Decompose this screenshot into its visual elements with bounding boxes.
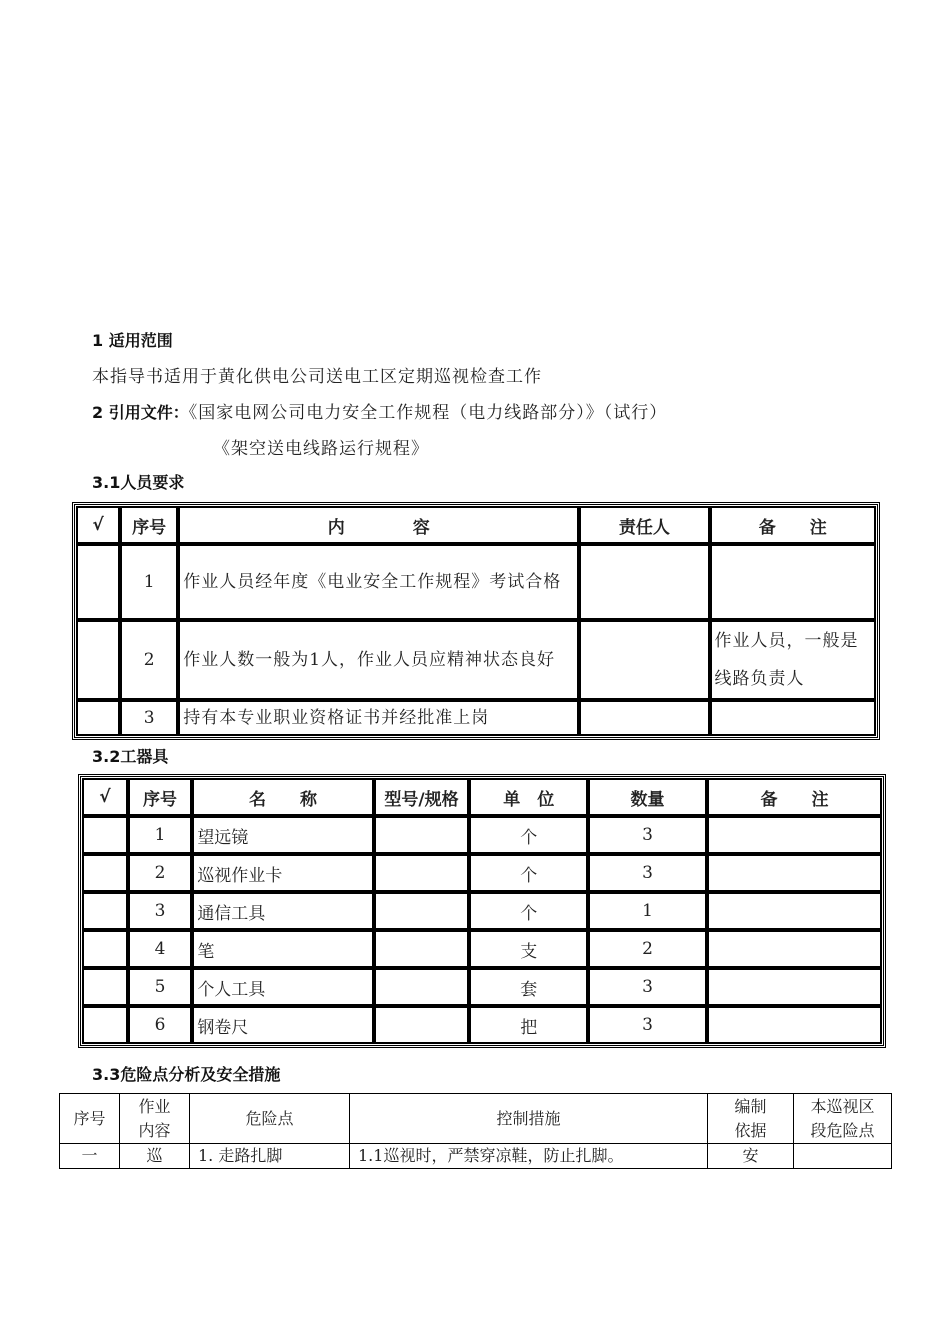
name-cell: 通信工具: [193, 893, 372, 929]
table-row: [77, 545, 875, 619]
name-cell: 个人工具: [193, 969, 372, 1005]
spec-cell: [375, 855, 469, 891]
tools-table: [78, 774, 886, 1048]
hazard-column-header: 危险点: [190, 1094, 350, 1144]
note-cell: [711, 545, 875, 619]
reference-doc-2: 《架空送电线路运行规程》: [213, 439, 429, 459]
section-3-1-title: 3.1人员要求: [92, 473, 185, 492]
no-column-header: 序号: [60, 1094, 120, 1144]
name-cell: 巡视作业卡: [193, 855, 372, 891]
section-3-3-title: 3.3危险点分析及安全措施: [92, 1065, 281, 1084]
name-cell: 笔: [193, 931, 372, 967]
qty-cell: 2: [589, 931, 706, 967]
control-measure-column-header: 控制措施: [350, 1094, 708, 1144]
unit-cell: 个: [470, 855, 587, 891]
table-header-row: [60, 1094, 892, 1144]
table-row: [83, 969, 881, 1005]
person-cell: [580, 621, 708, 699]
check-cell[interactable]: [83, 1007, 127, 1043]
note-cell: [708, 817, 881, 853]
table-row: [77, 701, 875, 735]
no-cell: 2: [129, 855, 192, 891]
local-hazard-cell: [794, 1144, 892, 1169]
table-row: [60, 1144, 892, 1169]
note-column-header: 备 注: [711, 507, 875, 543]
spec-cell: [375, 931, 469, 967]
note-cell: [708, 969, 881, 1005]
spec-cell: [375, 817, 469, 853]
section-3-2-title: 3.2工器具: [92, 747, 169, 766]
no-cell: 3: [121, 701, 177, 735]
content-cell: 持有本专业职业资格证书并经批准上岗: [179, 701, 578, 735]
work-content-cell: 巡: [120, 1144, 190, 1169]
table-header-row: [77, 507, 875, 543]
check-cell[interactable]: [83, 969, 127, 1005]
spec-cell: [375, 1007, 469, 1043]
unit-cell: 套: [470, 969, 587, 1005]
unit-cell: 个: [470, 893, 587, 929]
work-content-column-header: 作业 内容: [120, 1094, 190, 1144]
qty-cell: 3: [589, 817, 706, 853]
no-column-header: 序号: [121, 507, 177, 543]
name-column-header: 名 称: [193, 779, 372, 815]
person-column-header: 责任人: [580, 507, 708, 543]
name-cell: 钢卷尺: [193, 1007, 372, 1043]
no-cell: 6: [129, 1007, 192, 1043]
note-cell: [708, 931, 881, 967]
unit-cell: 个: [470, 817, 587, 853]
qty-cell: 3: [589, 1007, 706, 1043]
note-cell: [708, 855, 881, 891]
table-row: [83, 855, 881, 891]
qty-cell: 1: [589, 893, 706, 929]
qty-cell: 3: [589, 969, 706, 1005]
spec-cell: [375, 969, 469, 1005]
no-cell: 1: [129, 817, 192, 853]
check-cell[interactable]: [83, 817, 127, 853]
name-cell: 望远镜: [193, 817, 372, 853]
note-cell: [711, 701, 875, 735]
table-row: [83, 931, 881, 967]
unit-cell: 把: [470, 1007, 587, 1043]
section-2-label: 2 引用文件：: [92, 403, 189, 422]
section-1-title: 1 适用范围: [92, 331, 173, 350]
check-column-header: √: [83, 779, 127, 815]
check-cell[interactable]: [77, 621, 119, 699]
qty-cell: 3: [589, 855, 706, 891]
content-column-header: 内 容: [179, 507, 578, 543]
check-cell[interactable]: [83, 855, 127, 891]
note-column-header: 备 注: [708, 779, 881, 815]
spec-cell: [375, 893, 469, 929]
check-cell[interactable]: [77, 545, 119, 619]
section-2-line: [92, 398, 667, 423]
check-cell[interactable]: [83, 893, 127, 929]
person-cell: [580, 701, 708, 735]
content-cell: 作业人数一般为1人，作业人员应精神状态良好: [179, 621, 578, 699]
no-cell: 5: [129, 969, 192, 1005]
table-row: [83, 1007, 881, 1043]
check-cell[interactable]: [77, 701, 119, 735]
table-row: [77, 621, 875, 699]
person-cell: [580, 545, 708, 619]
unit-cell: 支: [470, 931, 587, 967]
no-cell: 3: [129, 893, 192, 929]
hazard-cell: 1. 走路扎脚: [190, 1144, 350, 1169]
spec-column-header: 型号/规格: [375, 779, 469, 815]
no-cell: 1: [121, 545, 177, 619]
check-cell[interactable]: [83, 931, 127, 967]
basis-cell: 安: [708, 1144, 794, 1169]
personnel-requirements-table: [72, 502, 880, 740]
qty-column-header: 数量: [589, 779, 706, 815]
reference-doc-1: 《国家电网公司电力安全工作规程（电力线路部分）》（试行）: [188, 403, 668, 423]
basis-column-header: 编制 依据: [708, 1094, 794, 1144]
no-cell: 一: [60, 1144, 120, 1169]
note-cell: 作业人员，一般是线路负责人: [711, 621, 875, 699]
control-measure-cell: 1.1巡视时，严禁穿凉鞋，防止扎脚。: [350, 1144, 708, 1169]
hazard-analysis-table: [59, 1093, 892, 1169]
note-cell: [708, 1007, 881, 1043]
table-header-row: [83, 779, 881, 815]
content-cell: 作业人员经年度《电业安全工作规程》考试合格: [179, 545, 578, 619]
check-column-header: √: [77, 507, 119, 543]
section-1-text: 本指导书适用于黄化供电公司送电工区定期巡视检查工作: [92, 367, 542, 387]
unit-column-header: 单 位: [470, 779, 587, 815]
no-column-header: 序号: [129, 779, 192, 815]
table-row: [83, 817, 881, 853]
no-cell: 2: [121, 621, 177, 699]
local-hazard-column-header: 本巡视区 段危险点: [794, 1094, 892, 1144]
note-cell: [708, 893, 881, 929]
table-row: [83, 893, 881, 929]
no-cell: 4: [129, 931, 192, 967]
